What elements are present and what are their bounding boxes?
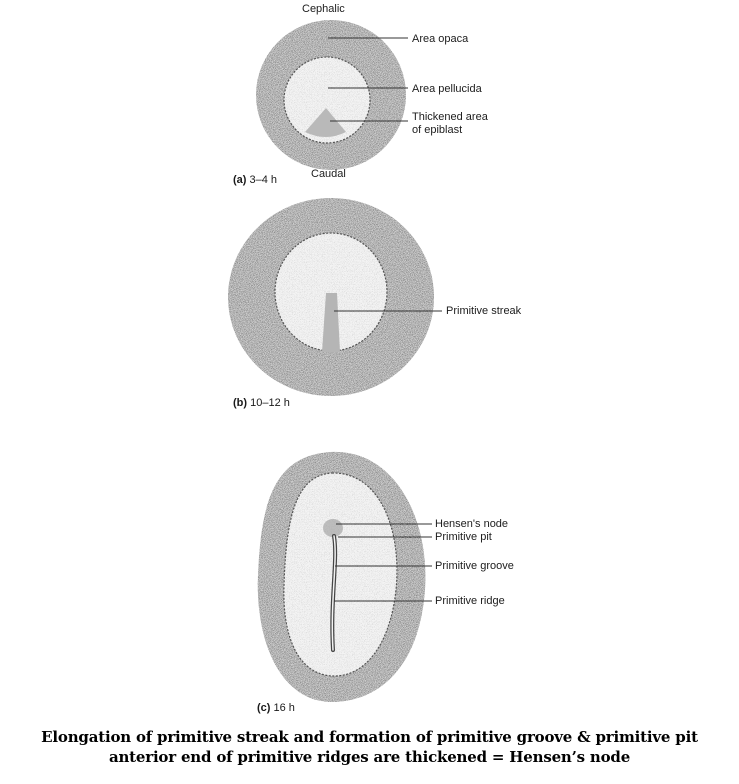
label-hensens-node: Hensen's node [435, 518, 509, 530]
label-thickened-area: Thickened area [412, 111, 488, 123]
label-primitive-pit: Primitive pit [435, 531, 492, 543]
label-primitive-streak: Primitive streak [446, 305, 522, 317]
label-primitive-ridge: Primitive ridge [435, 595, 505, 607]
panel-b-tag: (b) [233, 397, 248, 409]
panel-a-embryo [256, 20, 408, 170]
panel-b-embryo [228, 198, 442, 396]
label-cephalic: Cephalic [302, 3, 345, 15]
label-of-epiblast: of epiblast [412, 124, 463, 136]
panel-c-embryo [258, 452, 432, 702]
panel-c-caption [257, 702, 295, 714]
panel-a-tag: (a) [233, 174, 247, 186]
panel-b-time: 10–12 h [250, 397, 290, 409]
label-area-opaca: Area opaca [412, 33, 469, 45]
panel-c-tag: (c) [257, 702, 271, 714]
caption-line-2: anterior end of primitive ridges are thickened = Hensen’s node [108, 748, 631, 766]
panel-a-time: 3–4 h [249, 174, 278, 186]
figure-caption [0, 727, 739, 767]
panel-b-caption [233, 397, 290, 409]
label-primitive-groove: Primitive groove [435, 560, 514, 572]
caption-line-1: Elongation of primitive streak and formation of primitive groove & primitive pit [41, 728, 698, 746]
panel-a-caption [233, 174, 277, 186]
label-area-pellucida: Area pellucida [412, 83, 482, 95]
label-caudal: Caudal [311, 168, 346, 180]
panel-c-time: 16 h [273, 702, 295, 714]
